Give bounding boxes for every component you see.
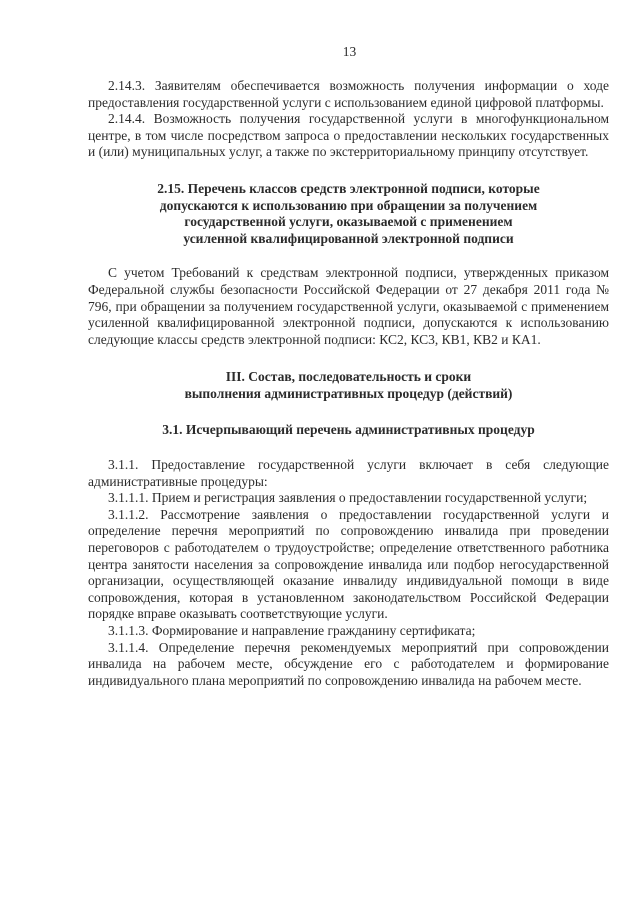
section-heading-3 (88, 369, 609, 402)
section-heading-2-15 (88, 181, 609, 247)
heading-line: III. Состав, последовательность и сроки (225, 369, 472, 385)
heading-line: выполнения административных процедур (действий) (184, 385, 513, 401)
heading-line: государственной услуги, оказываемой с применением (184, 214, 513, 230)
paragraph-3-1-1: 3.1.1. Предоставление государственной услуги включает в себя следующие административные процедуры: (88, 457, 609, 489)
heading-line: усиленной квалифицированной электронной подписи (183, 230, 514, 246)
heading-line: 2.15. Перечень классов средств электронной подписи, которые (157, 180, 540, 196)
paragraph-2-14-4: 2.14.4. Возможность получения государственной услуги в многофункциональном центре, в том числе посредством запроса о предоставлении нескольких государственных и (или) муниципальных услуг, а также по экстерриториальному принципу отсутствует. (88, 111, 609, 160)
heading-line: допускаются к использованию при обращении за получением (159, 197, 538, 213)
paragraph-3-1-1-3: 3.1.1.3. Формирование и направление гражданину сертификата; (108, 623, 476, 639)
paragraph-3-1-1-1: 3.1.1.1. Прием и регистрация заявления о предоставлении государственной услуги; (108, 490, 588, 506)
section-heading-3-1: 3.1. Исчерпывающий перечень административных процедур (162, 421, 535, 437)
paragraph-2-15-text: С учетом Требований к средствам электронной подписи, утвержденных приказом Федеральной службы безопасности Российской Федерации от 27 декабря 2011 года № 796, при обращении за получением государственной услуги, оказываемой с применением усиленной квалифицированной электронной подписи, допускаются к использованию следующие классы средств электронной подписи: КС2, КС3, КВ1, КВ2 и КА1. (88, 265, 609, 347)
paragraph-2-14-3: 2.14.3. Заявителям обеспечивается возможность получения информации о ходе предоставления государственной услуги с использованием единой цифровой платформы. (88, 78, 609, 110)
paragraph-3-1-1-2: 3.1.1.2. Рассмотрение заявления о предоставлении государственной услуги и определение перечня мероприятий по сопровождению инвалида при проведении переговоров с работодателем о трудоустройстве; определение ответственного работника центра занятости населения за сопровождение инвалида или подбор негосударственной организации, осуществляющей оказание инвалиду индивидуальной помощи в виде сопровождения, которая в установленном законодательством Российской Федерации порядке вправе оказывать соответствующие услуги. (88, 506, 609, 622)
paragraph-3-1-1-4: 3.1.1.4. Определение перечня рекомендуемых мероприятий при сопровождении инвалида на рабочем месте, обсуждение его с работодателем и формирование индивидуального плана мероприятий по сопровождению инвалида на рабочем месте. (88, 639, 609, 688)
page-number: 13 (342, 44, 357, 59)
